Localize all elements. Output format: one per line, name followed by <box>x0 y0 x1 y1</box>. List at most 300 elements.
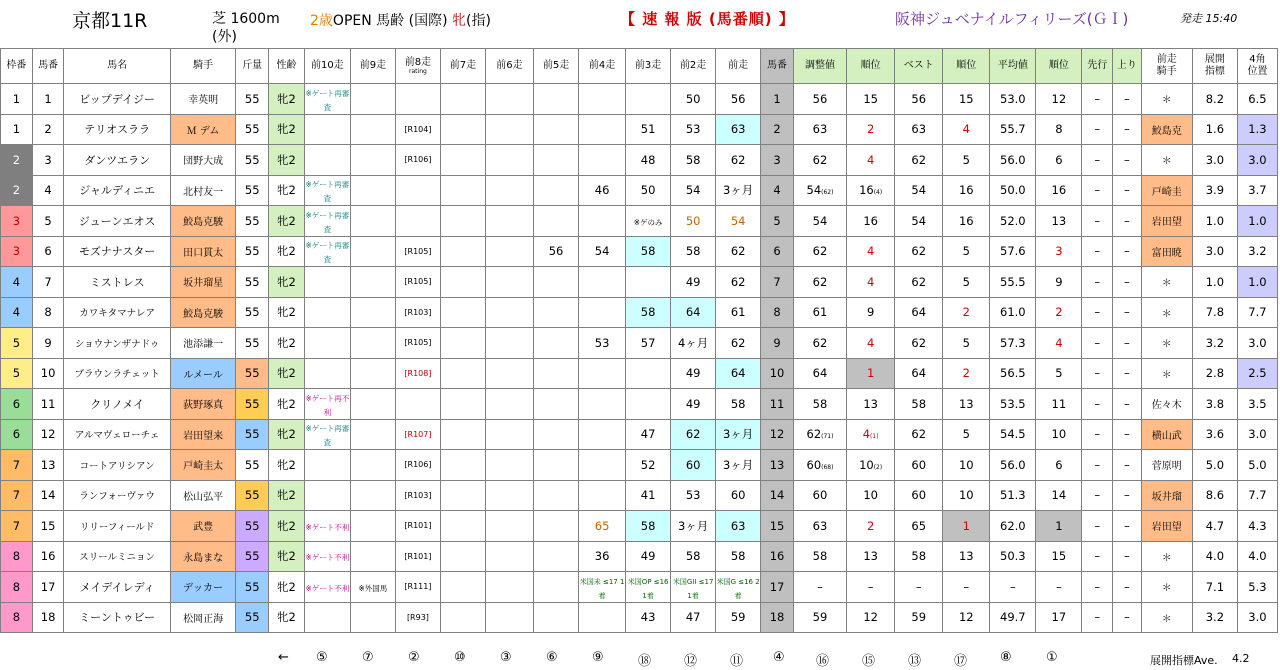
past-race-p5 <box>534 450 579 481</box>
horse-number-2: 17 <box>761 572 794 603</box>
horse-number: 14 <box>32 480 64 511</box>
tenkai-index: 4.0 <box>1192 541 1237 572</box>
rank-best: 13 <box>943 541 990 572</box>
col-header-18: 順位 <box>847 49 895 84</box>
horse-name: ビップデイジー <box>64 84 170 115</box>
weight: 55 <box>236 358 269 389</box>
past-race-p5 <box>534 84 579 115</box>
rank-average: 13 <box>1036 206 1082 237</box>
best-value: 64 <box>895 297 943 328</box>
race-header <box>0 0 1280 48</box>
past-race-p3 <box>626 84 671 115</box>
past-race-p9 <box>350 267 395 298</box>
gate-note: ※ゲート再審査 <box>305 424 350 448</box>
past-race-p8: [R111] <box>395 572 440 603</box>
past-race-p7 <box>440 84 485 115</box>
corner4-position: 4.3 <box>1237 511 1277 542</box>
jockey: 鮫島克駿 <box>170 206 235 237</box>
rank-best: 16 <box>943 175 990 206</box>
past-race-p2: 49 <box>671 267 716 298</box>
past-race-p2: 50 <box>671 84 716 115</box>
waku-cell: 4 <box>1 267 33 298</box>
rank-average: – <box>1036 572 1082 603</box>
adjusted-value: 64 <box>793 358 846 389</box>
corner4-position: 5.0 <box>1237 450 1277 481</box>
rank-average: 6 <box>1036 145 1082 176</box>
waku-cell: 2 <box>1 145 33 176</box>
final-stretch: – <box>1113 297 1142 328</box>
past-race-p4: 65 <box>579 511 626 542</box>
waku-cell: 6 <box>1 419 33 450</box>
past-race-p1: 3ヶ月 <box>716 419 761 450</box>
table-row <box>1 450 1278 481</box>
horse-number-2: 16 <box>761 541 794 572</box>
order-number: ⑦ <box>362 650 374 665</box>
past-race-p10 <box>304 297 350 328</box>
rank-adjusted: – <box>847 572 895 603</box>
gate-note: ※ゲート再不利 <box>305 393 350 417</box>
rank-average: 17 <box>1036 602 1082 633</box>
previous-jockey: 佐々木 <box>1141 389 1192 420</box>
col-header-9: 前7走 <box>440 49 485 84</box>
past-race-p9 <box>350 541 395 572</box>
jockey: 幸英明 <box>170 84 235 115</box>
waku-cell: 7 <box>1 480 33 511</box>
arrow-left-icon: ← <box>278 650 289 665</box>
col-header-17: 調整値 <box>793 49 846 84</box>
past-race-p9 <box>350 602 395 633</box>
horse-name: モズナナスター <box>64 236 170 267</box>
table-row <box>1 236 1278 267</box>
jockey: 永島まな <box>170 541 235 572</box>
average-value: 61.0 <box>990 297 1036 328</box>
past-race-p6 <box>485 114 533 145</box>
average-value: 50.3 <box>990 541 1036 572</box>
rank-best: 13 <box>943 389 990 420</box>
horse-number: 9 <box>32 328 64 359</box>
past-race-p10 <box>304 206 350 237</box>
rank-adjusted: 10 <box>847 480 895 511</box>
adjusted-value <box>793 175 846 206</box>
rank-best: 1 <box>943 511 990 542</box>
past-race-p5 <box>534 297 579 328</box>
corner4-position: 7.7 <box>1237 297 1277 328</box>
adjusted-value: 63 <box>793 511 846 542</box>
order-number: ⑬ <box>908 654 922 669</box>
past-race-p1: 62 <box>716 145 761 176</box>
rank-best: 5 <box>943 145 990 176</box>
past-race-p7 <box>440 206 485 237</box>
front-runner: – <box>1082 175 1113 206</box>
past-race-p1: 62 <box>716 267 761 298</box>
past-race-p2: 58 <box>671 541 716 572</box>
col-header-20: 順位 <box>943 49 990 84</box>
tenkai-index: 1.0 <box>1192 206 1237 237</box>
tenkai-index: 5.0 <box>1192 450 1237 481</box>
past-race-p3: 57 <box>626 328 671 359</box>
jockey: 武豊 <box>170 511 235 542</box>
past-race-p6 <box>485 602 533 633</box>
weight: 55 <box>236 541 269 572</box>
rank-best: 5 <box>943 419 990 450</box>
jockey: ルメール <box>170 358 235 389</box>
table-row <box>1 511 1278 542</box>
past-race-p3 <box>626 389 671 420</box>
past-race-p6 <box>485 267 533 298</box>
average-value: 55.5 <box>990 267 1036 298</box>
horse-name: カワキタマナレア <box>64 297 170 328</box>
past-race-p2: 49 <box>671 389 716 420</box>
rank-average: 3 <box>1036 236 1082 267</box>
jockey: Ｍ デム <box>170 114 235 145</box>
previous-jockey: ＊ <box>1141 297 1192 328</box>
past-race-p3: 51 <box>626 114 671 145</box>
horse-number: 18 <box>32 602 64 633</box>
adjusted-value: 58 <box>793 541 846 572</box>
past-race-p1: 63 <box>716 114 761 145</box>
horse-name: コートアリシアン <box>64 450 170 481</box>
final-stretch: – <box>1113 450 1142 481</box>
average-value: 56.5 <box>990 358 1036 389</box>
past-race-p9 <box>350 450 395 481</box>
past-race-p2: 60 <box>671 450 716 481</box>
table-row <box>1 358 1278 389</box>
past-race-p9 <box>350 206 395 237</box>
past-race-p6 <box>485 480 533 511</box>
best-value: 65 <box>895 511 943 542</box>
jockey: 田口貫太 <box>170 236 235 267</box>
average-value: 51.3 <box>990 480 1036 511</box>
previous-jockey: ＊ <box>1141 145 1192 176</box>
corner4-position: 3.0 <box>1237 602 1277 633</box>
past-race-p10 <box>304 328 350 359</box>
cond-intl: (国際) <box>408 13 448 29</box>
past-race-p9 <box>350 145 395 176</box>
waku-cell: 7 <box>1 511 33 542</box>
past-race-p5 <box>534 328 579 359</box>
tenkai-index: 3.0 <box>1192 145 1237 176</box>
horse-number: 10 <box>32 358 64 389</box>
front-runner: – <box>1082 480 1113 511</box>
tenkai-index: 3.6 <box>1192 419 1237 450</box>
adjusted-value: 63 <box>793 114 846 145</box>
order-number: ⑮ <box>862 654 876 669</box>
horse-number: 6 <box>32 236 64 267</box>
past-race-p10 <box>304 389 350 420</box>
past-race-p9 <box>350 358 395 389</box>
order-number: ① <box>1046 650 1058 665</box>
tenkai-index: 2.8 <box>1192 358 1237 389</box>
horse-name: ブラウンラチェット <box>64 358 170 389</box>
jockey: 鮫島克駿 <box>170 297 235 328</box>
horse-name: ジューンエオス <box>64 206 170 237</box>
tenkai-ave-label: 展開指標Ave. <box>1150 654 1218 667</box>
jockey: 岩田望来 <box>170 419 235 450</box>
table-row <box>1 206 1278 237</box>
past-race-p6 <box>485 541 533 572</box>
previous-jockey: 富田暁 <box>1141 236 1192 267</box>
gate-note: ※ゲート不利 <box>305 522 350 532</box>
past-race-p8 <box>395 206 440 237</box>
rank-adjusted: 12 <box>847 602 895 633</box>
past-race-p3: 58 <box>626 297 671 328</box>
past-race-p10 <box>304 480 350 511</box>
previous-jockey: 岩田望 <box>1141 206 1192 237</box>
past-race-p9 <box>350 389 395 420</box>
past-race-p3: 47 <box>626 419 671 450</box>
gate-note: ※ゲート不利 <box>305 583 350 593</box>
col-header-24: 上り <box>1113 49 1142 84</box>
rank-best: – <box>943 572 990 603</box>
table-row <box>1 297 1278 328</box>
rank-adjusted: 4 <box>847 236 895 267</box>
past-race-p2: 4ヶ月 <box>671 328 716 359</box>
past-race-p9 <box>350 236 395 267</box>
rank-average: 6 <box>1036 450 1082 481</box>
horse-number-2: 4 <box>761 175 794 206</box>
tenkai-index: 4.7 <box>1192 511 1237 542</box>
final-stretch: – <box>1113 145 1142 176</box>
col-header-23: 先行 <box>1082 49 1113 84</box>
horse-number-2: 13 <box>761 450 794 481</box>
col-label-a: 展開 <box>1204 54 1225 65</box>
past-race-p8: [R103] <box>395 297 440 328</box>
past-race-p10 <box>304 511 350 542</box>
best-value: 54 <box>895 206 943 237</box>
table-row <box>1 175 1278 206</box>
average-value: 50.0 <box>990 175 1036 206</box>
col-label-a: 4角 <box>1249 54 1266 65</box>
rank-adjusted: 9 <box>847 297 895 328</box>
adjusted-value <box>793 450 846 481</box>
sex-age: 牝2 <box>269 602 305 633</box>
past-race-p5 <box>534 175 579 206</box>
average-value: 57.6 <box>990 236 1036 267</box>
weight: 55 <box>236 236 269 267</box>
adjusted-value: 62 <box>793 236 846 267</box>
waku-cell: 8 <box>1 602 33 633</box>
col-label-b: 騎手 <box>1156 66 1177 77</box>
waku-cell: 5 <box>1 328 33 359</box>
sex-age: 牝2 <box>269 511 305 542</box>
us-race-note: 米国OP ≤16 1着 <box>627 577 669 600</box>
adj-sub: (62) <box>821 189 834 197</box>
rank-best: 10 <box>943 480 990 511</box>
horse-number: 7 <box>32 267 64 298</box>
past-race-p2: 54 <box>671 175 716 206</box>
final-stretch: – <box>1113 480 1142 511</box>
sex-age: 牝2 <box>269 358 305 389</box>
col-header-16: 馬番 <box>761 49 794 84</box>
past-race-p8: [R108] <box>395 358 440 389</box>
past-race-p2: 53 <box>671 114 716 145</box>
waku-cell: 4 <box>1 297 33 328</box>
past-race-p6 <box>485 236 533 267</box>
final-stretch: – <box>1113 114 1142 145</box>
horse-number-2: 10 <box>761 358 794 389</box>
rank-adjusted: 1 <box>847 358 895 389</box>
col-header-13: 前3走 <box>626 49 671 84</box>
post-time: 発走 15:40 <box>1180 12 1238 25</box>
distance: 1600m <box>230 11 280 27</box>
horse-number: 11 <box>32 389 64 420</box>
past-race-p6 <box>485 175 533 206</box>
rank-average: 2 <box>1036 297 1082 328</box>
past-race-p9 <box>350 297 395 328</box>
past-race-p2: 62 <box>671 419 716 450</box>
average-value: 53.5 <box>990 389 1036 420</box>
past-race-p6 <box>485 450 533 481</box>
gate-note: ※ゲート再審査 <box>305 210 350 234</box>
horse-name: ダンツエラン <box>64 145 170 176</box>
past-race-p6 <box>485 145 533 176</box>
best-value: 54 <box>895 175 943 206</box>
past-race-p7 <box>440 236 485 267</box>
past-race-p2: 58 <box>671 236 716 267</box>
weight: 55 <box>236 511 269 542</box>
past-race-p3: 58 <box>626 236 671 267</box>
past-race-p4: 54 <box>579 236 626 267</box>
front-runner: – <box>1082 572 1113 603</box>
horse-name: ランフォーヴァウ <box>64 480 170 511</box>
past-race-p10 <box>304 602 350 633</box>
past-race-p9 <box>350 84 395 115</box>
past-race-p10 <box>304 84 350 115</box>
gate-note: ※ゲート再審査 <box>305 88 350 112</box>
order-number: ⑥ <box>546 650 558 665</box>
rank-adjusted: 2 <box>847 511 895 542</box>
col-label: 前8走 <box>404 57 432 68</box>
weight: 55 <box>236 267 269 298</box>
average-value: 49.7 <box>990 602 1036 633</box>
adjusted-value: 62 <box>793 267 846 298</box>
past-race-p10 <box>304 541 350 572</box>
front-runner: – <box>1082 541 1113 572</box>
best-value: 62 <box>895 267 943 298</box>
tenkai-index: 3.8 <box>1192 389 1237 420</box>
tenkai-index: 7.1 <box>1192 572 1237 603</box>
corner4-position: 3.7 <box>1237 175 1277 206</box>
age-class: 2歳 <box>310 13 333 29</box>
past-race-p10 <box>304 358 350 389</box>
past-race-p6 <box>485 572 533 603</box>
race-name: 阪神ジュベナイルフィリーズ(ＧＩ) <box>895 10 1129 28</box>
past-race-p5 <box>534 572 579 603</box>
previous-jockey: ＊ <box>1141 84 1192 115</box>
sex-age: 牝2 <box>269 572 305 603</box>
past-race-p10 <box>304 175 350 206</box>
rank-average: 16 <box>1036 175 1082 206</box>
rank-average: 11 <box>1036 389 1082 420</box>
tenkai-index: 3.9 <box>1192 175 1237 206</box>
front-runner: – <box>1082 145 1113 176</box>
horse-number-2: 14 <box>761 480 794 511</box>
past-race-p10 <box>304 236 350 267</box>
sex-age: 牝2 <box>269 206 305 237</box>
past-race-p8: [R105] <box>395 236 440 267</box>
table-row <box>1 480 1278 511</box>
table-header <box>1 49 1278 84</box>
previous-jockey: 鮫島克 <box>1141 114 1192 145</box>
weight: 55 <box>236 450 269 481</box>
col-header-25 <box>1141 49 1192 84</box>
past-race-p3: 52 <box>626 450 671 481</box>
past-race-p5 <box>534 145 579 176</box>
horse-name: スリールミニョン <box>64 541 170 572</box>
corner4-position: 2.5 <box>1237 358 1277 389</box>
rank-adjusted: 15 <box>847 84 895 115</box>
past-race-p1: 54 <box>716 206 761 237</box>
tenkai-index: 8.6 <box>1192 480 1237 511</box>
order-number: ② <box>408 650 420 665</box>
past-race-p5 <box>534 419 579 450</box>
order-number: ⑪ <box>730 654 744 669</box>
horse-number-2: 15 <box>761 511 794 542</box>
horse-number-2: 12 <box>761 419 794 450</box>
past-race-p4: 53 <box>579 328 626 359</box>
entry-table <box>0 48 1278 633</box>
waku-cell: 3 <box>1 206 33 237</box>
past-race-p10 <box>304 114 350 145</box>
adjusted-value <box>793 419 846 450</box>
us-race-note: 米国未 ≤17 1着 <box>579 577 625 600</box>
surface: 芝 <box>212 11 226 27</box>
adj-sub: (71) <box>821 433 834 441</box>
horse-number: 5 <box>32 206 64 237</box>
rank-adjusted <box>847 450 895 481</box>
final-stretch: – <box>1113 267 1142 298</box>
sex-age: 牝2 <box>269 541 305 572</box>
table-row <box>1 328 1278 359</box>
horse-number: 8 <box>32 297 64 328</box>
col-header-11: 前5走 <box>534 49 579 84</box>
past-race-p8: [R93] <box>395 602 440 633</box>
front-runner: – <box>1082 389 1113 420</box>
order-number: ③ <box>500 650 512 665</box>
horse-number-2: 8 <box>761 297 794 328</box>
front-runner: – <box>1082 84 1113 115</box>
rank-average: 9 <box>1036 267 1082 298</box>
past-race-p3 <box>626 267 671 298</box>
past-race-p4 <box>579 389 626 420</box>
weight: 55 <box>236 175 269 206</box>
past-race-p5 <box>534 511 579 542</box>
past-race-p1 <box>716 572 761 603</box>
front-runner: – <box>1082 297 1113 328</box>
average-value: 56.0 <box>990 145 1036 176</box>
average-value: 62.0 <box>990 511 1036 542</box>
past-race-p1: 58 <box>716 541 761 572</box>
past-race-p1: 3ヶ月 <box>716 175 761 206</box>
past-race-p2: 50 <box>671 206 716 237</box>
past-race-p2: 64 <box>671 297 716 328</box>
front-runner: – <box>1082 358 1113 389</box>
order-number: ⑰ <box>954 654 968 669</box>
horse-number-2: 18 <box>761 602 794 633</box>
past-race-p1: 62 <box>716 236 761 267</box>
final-stretch: – <box>1113 572 1142 603</box>
sex-age: 牝2 <box>269 114 305 145</box>
past-race-p8: [R103] <box>395 480 440 511</box>
rank-best: 5 <box>943 328 990 359</box>
past-race-p4 <box>579 480 626 511</box>
jockey: 松山弘平 <box>170 480 235 511</box>
past-race-p6 <box>485 389 533 420</box>
jockey: 戸崎圭太 <box>170 450 235 481</box>
corner4-position: 1.0 <box>1237 267 1277 298</box>
course-note: (外) <box>212 29 237 45</box>
race-forecast-footer <box>0 648 1280 670</box>
